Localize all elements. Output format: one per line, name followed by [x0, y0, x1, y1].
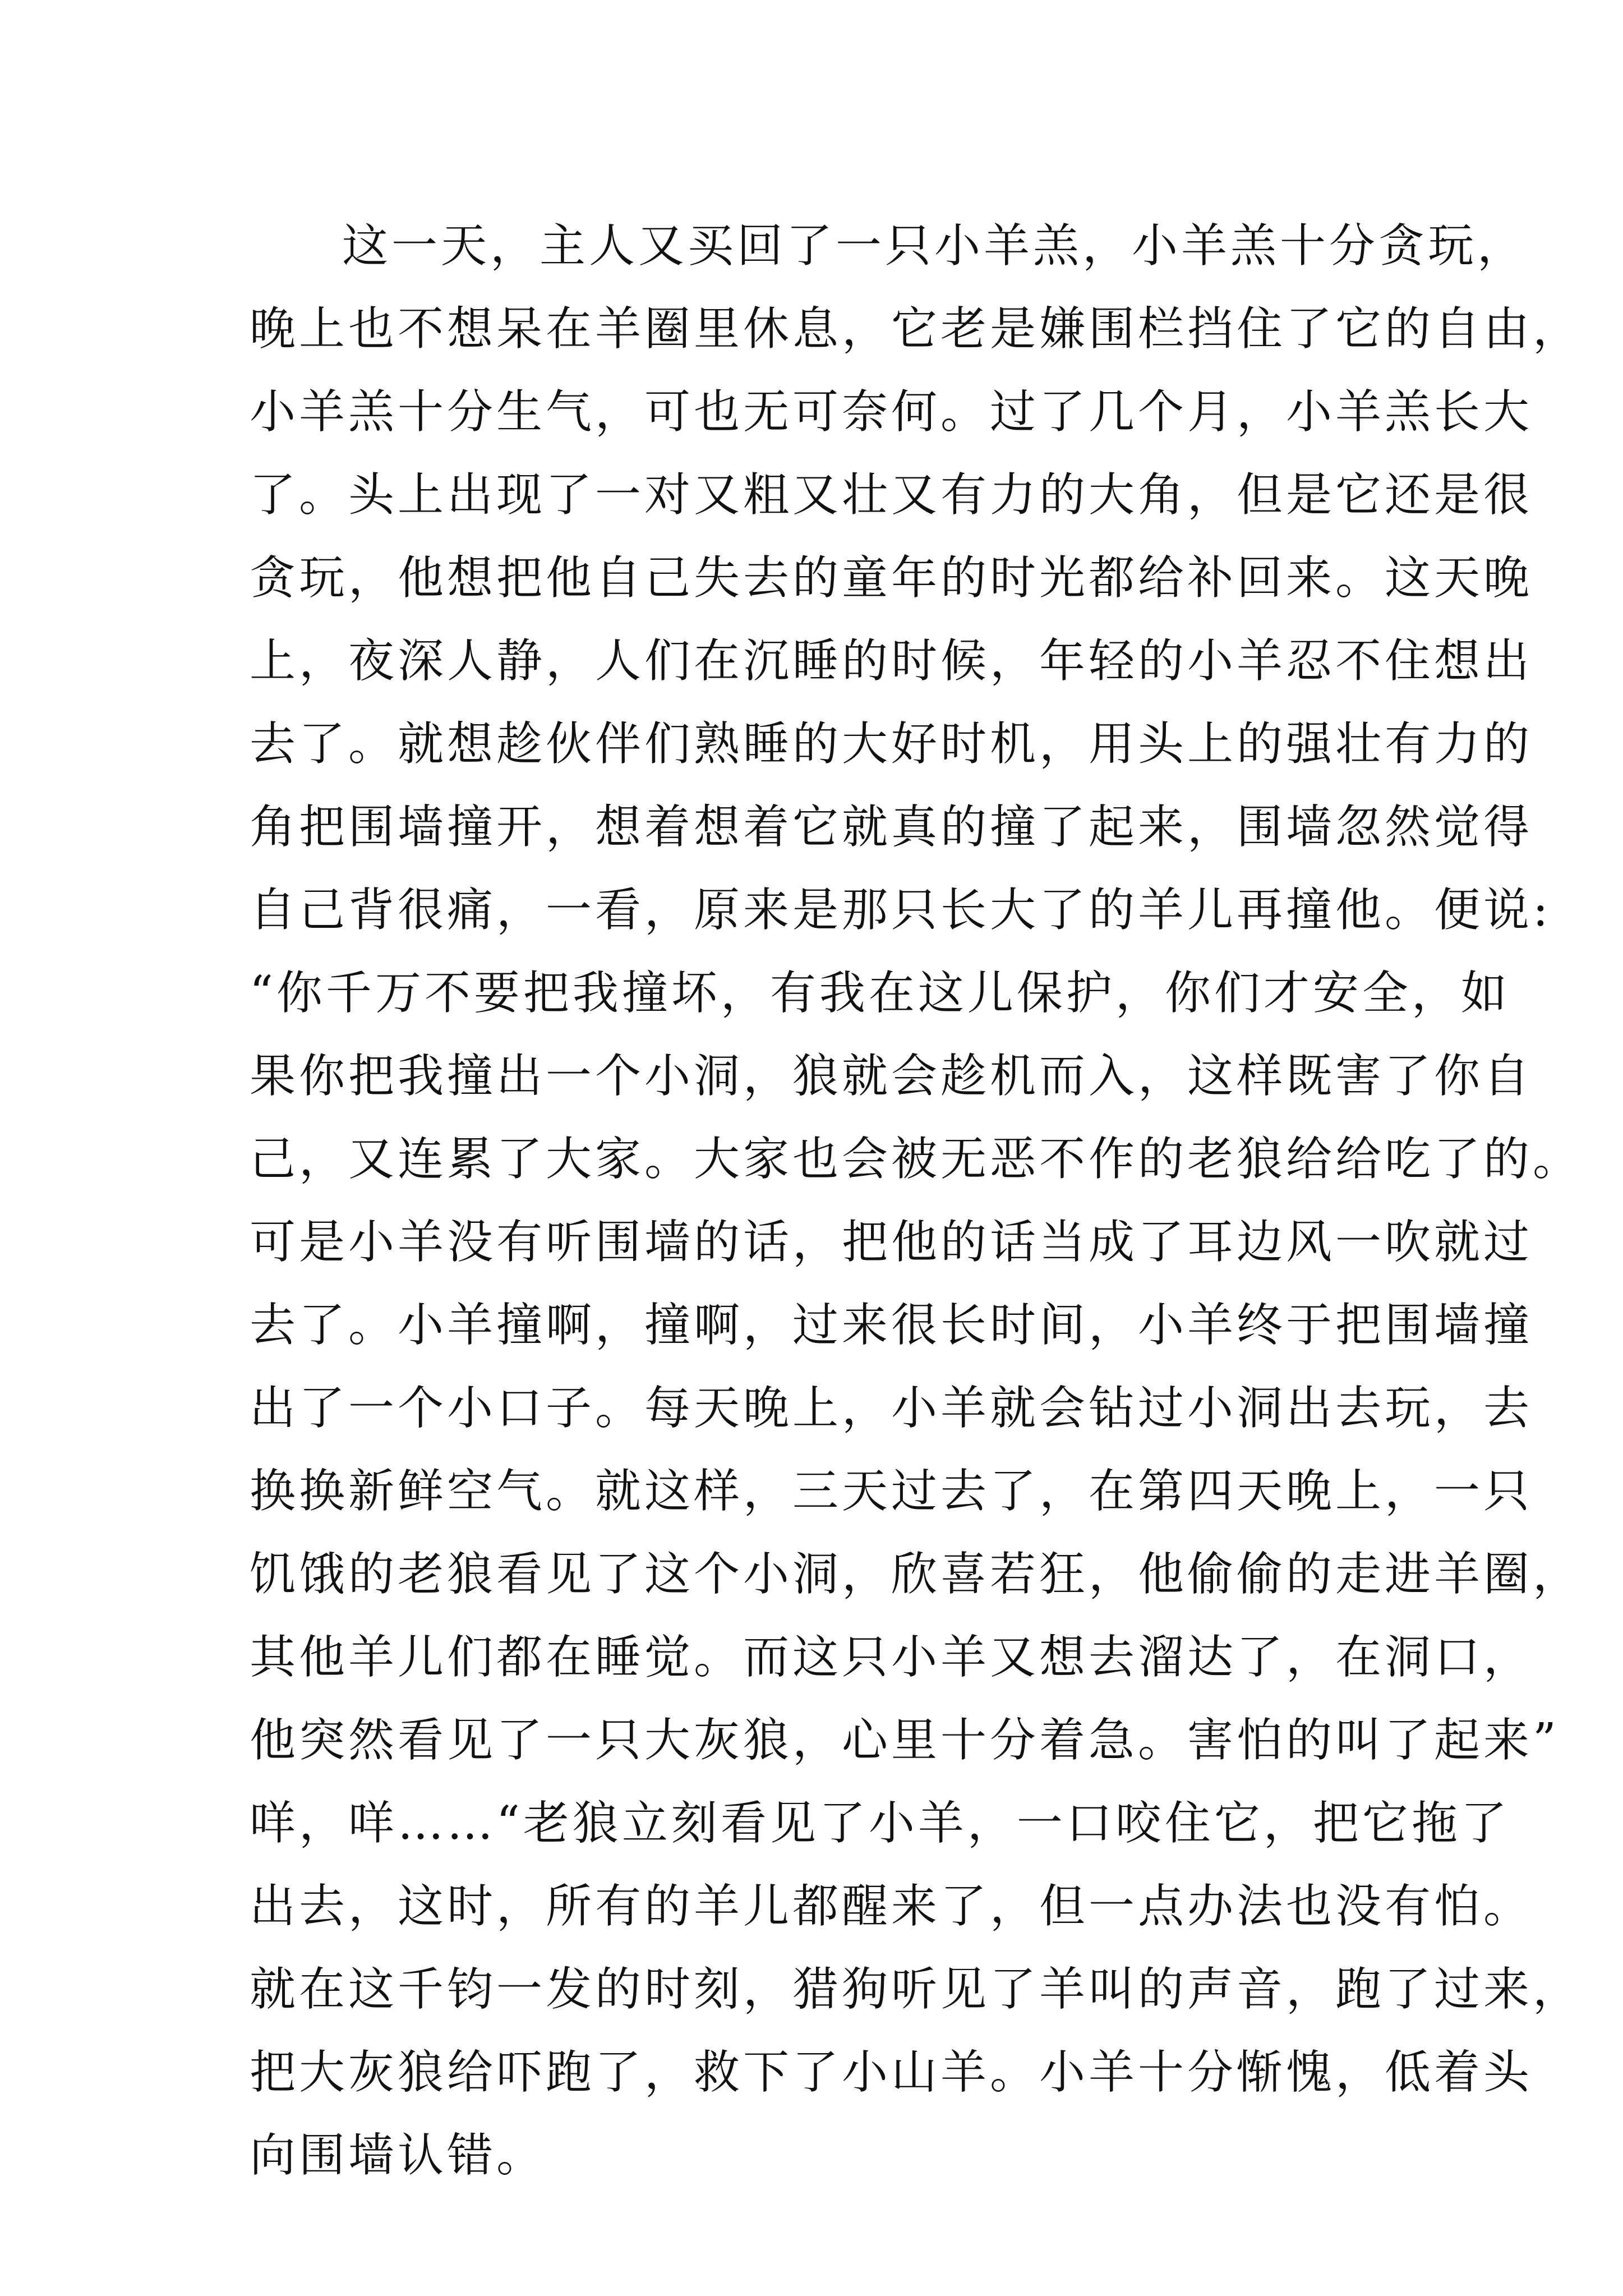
- paragraph-line: 角把围墙撞开，想着想着它就真的撞了起来，围墙忽然觉得: [250, 800, 1533, 854]
- paragraph-line: 他突然看见了一只大灰狼，心里十分着急。害怕的叫了起来”: [250, 1714, 1560, 1767]
- paragraph-line: 去了。小羊撞啊，撞啊，过来很长时间，小羊终于把围墙撞: [250, 1299, 1533, 1352]
- paragraph-line: 去了。就想趁伙伴们熟睡的大好时机，用头上的强壮有力的: [250, 717, 1533, 771]
- paragraph-line: 小羊羔十分生气，可也无可奈何。过了几个月，小羊羔长大: [250, 385, 1533, 439]
- paragraph-line: 晚上也不想呆在羊圈里休息，它老是嫌围栏挡住了它的自由，: [250, 302, 1583, 356]
- paragraph-line: 贪玩，他想把他自己失去的童年的时光都给补回来。这天晚: [250, 551, 1533, 605]
- paragraph-line: 饥饿的老狼看见了这个小洞，欣喜若狂，他偷偷的走进羊圈，: [250, 1548, 1583, 1601]
- paragraph-line: 其他羊儿们都在睡觉。而这只小羊又想去溜达了，在洞口，: [250, 1631, 1533, 1684]
- paragraph-line: 果你把我撞出一个小洞，狼就会趁机而入，这样既害了你自: [250, 1050, 1533, 1103]
- paragraph-line: 换换新鲜空气。就这样，三天过去了，在第四天晚上，一只: [250, 1465, 1533, 1518]
- paragraph-line: 出去，这时，所有的羊儿都醒来了，但一点办法也没有怕。: [250, 1880, 1533, 1933]
- paragraph-line: 把大灰狼给吓跑了，救下了小山羊。小羊十分惭愧，低着头: [250, 2046, 1533, 2099]
- paragraph-line: 出了一个小口子。每天晚上，小羊就会钻过小洞出去玩，去: [250, 1382, 1533, 1435]
- paragraph-line: 上，夜深人静，人们在沉睡的时候，年轻的小羊忍不住想出: [250, 634, 1533, 688]
- paragraph-line: 咩，咩……“老狼立刻看见了小羊，一口咬住它，把它拖了: [250, 1797, 1510, 1850]
- paragraph-line: 就在这千钧一发的时刻，猎狗听见了羊叫的声音，跑了过来，: [250, 1963, 1583, 2016]
- paragraph-line: 己，又连累了大家。大家也会被无恶不作的老狼给给吃了的。: [250, 1133, 1583, 1186]
- paragraph-line: 这一天，主人又买回了一只小羊羔，小羊羔十分贪玩，: [342, 219, 1527, 273]
- story-paragraph: [250, 205, 1583, 2197]
- paragraph-line: 向围墙认错。: [250, 2129, 546, 2182]
- paragraph-line: “你千万不要把我撞坏，有我在这儿保护，你们才安全，如: [250, 967, 1510, 1020]
- paragraph-line: 可是小羊没有听围墙的话，把他的话当成了耳边风一吹就过: [250, 1216, 1533, 1269]
- paragraph-line: 了。头上出现了一对又粗又壮又有力的大角，但是它还是很: [250, 468, 1533, 522]
- paragraph-line: 自己背很痛，一看，原来是那只长大了的羊儿再撞他。便说:: [250, 884, 1552, 937]
